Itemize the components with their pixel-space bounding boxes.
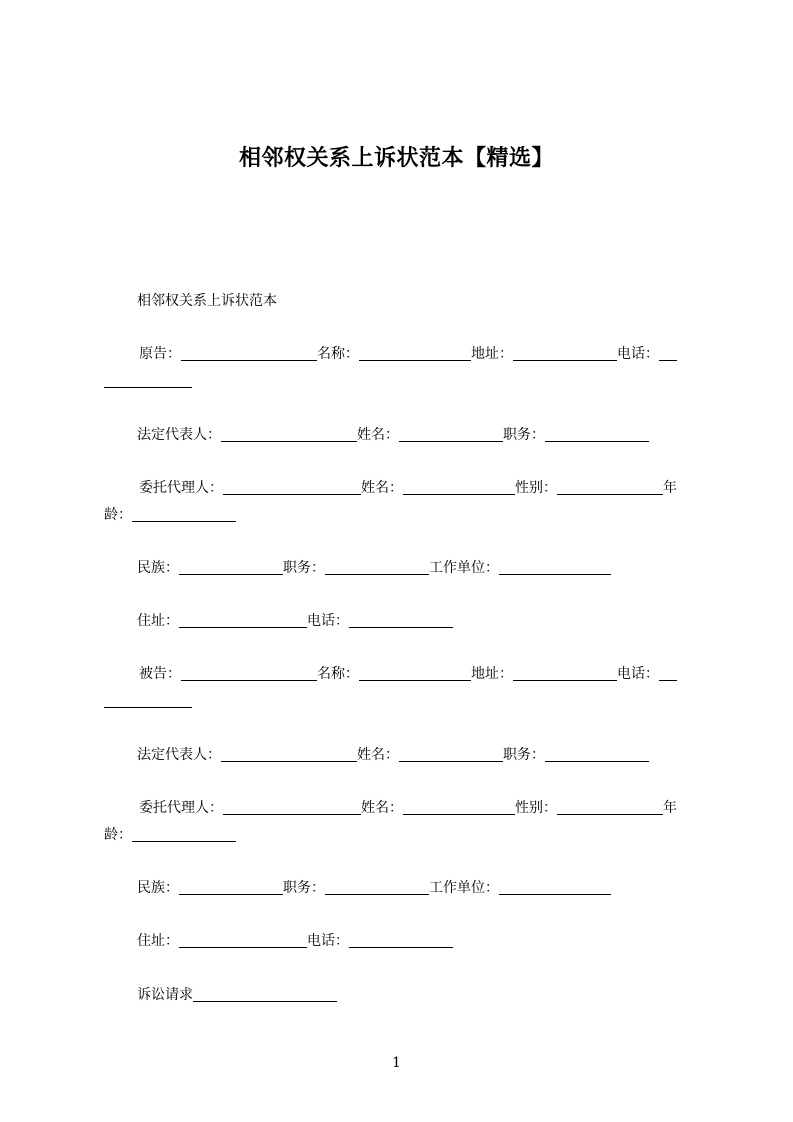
plaintiff-phone-blank[interactable] bbox=[659, 346, 677, 361]
claims-blank[interactable] bbox=[193, 987, 337, 1002]
plaintiff-name-blank[interactable] bbox=[359, 346, 471, 361]
defendant-ethnicity-line bbox=[137, 879, 611, 897]
plaintiff-residence-label: 住址： bbox=[137, 613, 179, 629]
defendant-ethnicity-label: 民族： bbox=[137, 880, 179, 896]
defendant-residence-phone-label: 电话： bbox=[307, 933, 349, 949]
defendant-address-label: 地址： bbox=[471, 666, 513, 682]
defendant-rep-name-label: 姓名： bbox=[357, 747, 399, 763]
defendant-age-line bbox=[104, 826, 236, 844]
defendant-age-blank[interactable] bbox=[132, 827, 236, 842]
defendant-rep-position-blank[interactable] bbox=[545, 747, 649, 762]
plaintiff-residence-blank[interactable] bbox=[179, 613, 307, 628]
plaintiff-line bbox=[139, 345, 677, 363]
plaintiff-age-blank[interactable] bbox=[132, 507, 236, 522]
defendant-phone-label: 电话： bbox=[617, 666, 659, 682]
plaintiff-phone-continuation bbox=[104, 372, 192, 390]
defendant-name-label: 名称： bbox=[317, 666, 359, 682]
plaintiff-agent-name-blank[interactable] bbox=[403, 480, 515, 495]
defendant-residence-label: 住址： bbox=[137, 933, 179, 949]
plaintiff-address-blank[interactable] bbox=[513, 346, 617, 361]
defendant-employer-blank[interactable] bbox=[499, 880, 611, 895]
defendant-agent-line bbox=[139, 799, 677, 817]
defendant-residence-blank[interactable] bbox=[179, 933, 307, 948]
defendant-legal-rep-blank[interactable] bbox=[221, 747, 357, 762]
defendant-phone-blank[interactable] bbox=[659, 666, 677, 681]
defendant-residence-phone-blank[interactable] bbox=[349, 933, 453, 948]
plaintiff-gender-label: 性别： bbox=[515, 480, 557, 496]
plaintiff-rep-position-label: 职务： bbox=[503, 427, 545, 443]
defendant-ethnicity-blank[interactable] bbox=[179, 880, 283, 895]
defendant-name-blank[interactable] bbox=[359, 666, 471, 681]
defendant-agent-blank[interactable] bbox=[223, 800, 361, 815]
plaintiff-label: 原告： bbox=[139, 346, 181, 362]
plaintiff-rep-name-label: 姓名： bbox=[357, 427, 399, 443]
plaintiff-agent-blank[interactable] bbox=[223, 480, 361, 495]
defendant-phone-continuation bbox=[104, 692, 192, 710]
plaintiff-legal-rep-line bbox=[137, 426, 649, 444]
plaintiff-residence-line bbox=[137, 612, 453, 630]
defendant-address-blank[interactable] bbox=[513, 666, 617, 681]
defendant-gender-label: 性别： bbox=[515, 800, 557, 816]
plaintiff-legal-rep-blank[interactable] bbox=[221, 427, 357, 442]
plaintiff-age-line bbox=[104, 506, 236, 524]
plaintiff-phone-blank-cont[interactable] bbox=[104, 373, 192, 388]
defendant-agent-name-blank[interactable] bbox=[403, 800, 515, 815]
defendant-line bbox=[139, 665, 677, 683]
defendant-position-label: 职务： bbox=[283, 880, 325, 896]
defendant-label: 被告： bbox=[139, 666, 181, 682]
plaintiff-position-label: 职务： bbox=[283, 560, 325, 576]
plaintiff-ethnicity-blank[interactable] bbox=[179, 560, 283, 575]
plaintiff-agent-line bbox=[139, 479, 677, 497]
plaintiff-ethnicity-line bbox=[137, 559, 611, 577]
defendant-legal-rep-label: 法定代表人： bbox=[137, 747, 221, 763]
plaintiff-residence-phone-label: 电话： bbox=[307, 613, 349, 629]
plaintiff-agent-label: 委托代理人： bbox=[139, 480, 223, 496]
page-number: 1 bbox=[392, 1055, 401, 1071]
claims-label: 诉讼请求 bbox=[137, 987, 193, 1003]
plaintiff-name-label: 名称： bbox=[317, 346, 359, 362]
plaintiff-position-blank[interactable] bbox=[325, 560, 429, 575]
defendant-blank[interactable] bbox=[181, 666, 317, 681]
defendant-rep-position-label: 职务： bbox=[503, 747, 545, 763]
plaintiff-employer-label: 工作单位： bbox=[429, 560, 499, 576]
defendant-phone-blank-cont[interactable] bbox=[104, 693, 192, 708]
plaintiff-age-label-a: 年 bbox=[663, 480, 677, 496]
plaintiff-gender-blank[interactable] bbox=[557, 480, 663, 495]
defendant-gender-blank[interactable] bbox=[557, 800, 663, 815]
defendant-legal-rep-line bbox=[137, 746, 649, 764]
document-subtitle: 相邻权关系上诉状范本 bbox=[137, 293, 277, 309]
plaintiff-rep-name-blank[interactable] bbox=[399, 427, 503, 442]
defendant-agent-label: 委托代理人： bbox=[139, 800, 223, 816]
defendant-agent-name-label: 姓名： bbox=[361, 800, 403, 816]
plaintiff-residence-phone-blank[interactable] bbox=[349, 613, 453, 628]
plaintiff-blank[interactable] bbox=[181, 346, 317, 361]
plaintiff-rep-position-blank[interactable] bbox=[545, 427, 649, 442]
plaintiff-ethnicity-label: 民族： bbox=[137, 560, 179, 576]
defendant-employer-label: 工作单位： bbox=[429, 880, 499, 896]
plaintiff-age-label-b: 龄： bbox=[104, 507, 132, 523]
claims-line bbox=[137, 986, 337, 1004]
document-title: 相邻权关系上诉状范本【精选】 bbox=[238, 146, 554, 171]
defendant-residence-line bbox=[137, 932, 453, 950]
plaintiff-legal-rep-label: 法定代表人： bbox=[137, 427, 221, 443]
plaintiff-agent-name-label: 姓名： bbox=[361, 480, 403, 496]
plaintiff-phone-label: 电话： bbox=[617, 346, 659, 362]
defendant-age-label-a: 年 bbox=[663, 800, 677, 816]
plaintiff-address-label: 地址： bbox=[471, 346, 513, 362]
defendant-age-label-b: 龄： bbox=[104, 827, 132, 843]
defendant-position-blank[interactable] bbox=[325, 880, 429, 895]
defendant-rep-name-blank[interactable] bbox=[399, 747, 503, 762]
plaintiff-employer-blank[interactable] bbox=[499, 560, 611, 575]
